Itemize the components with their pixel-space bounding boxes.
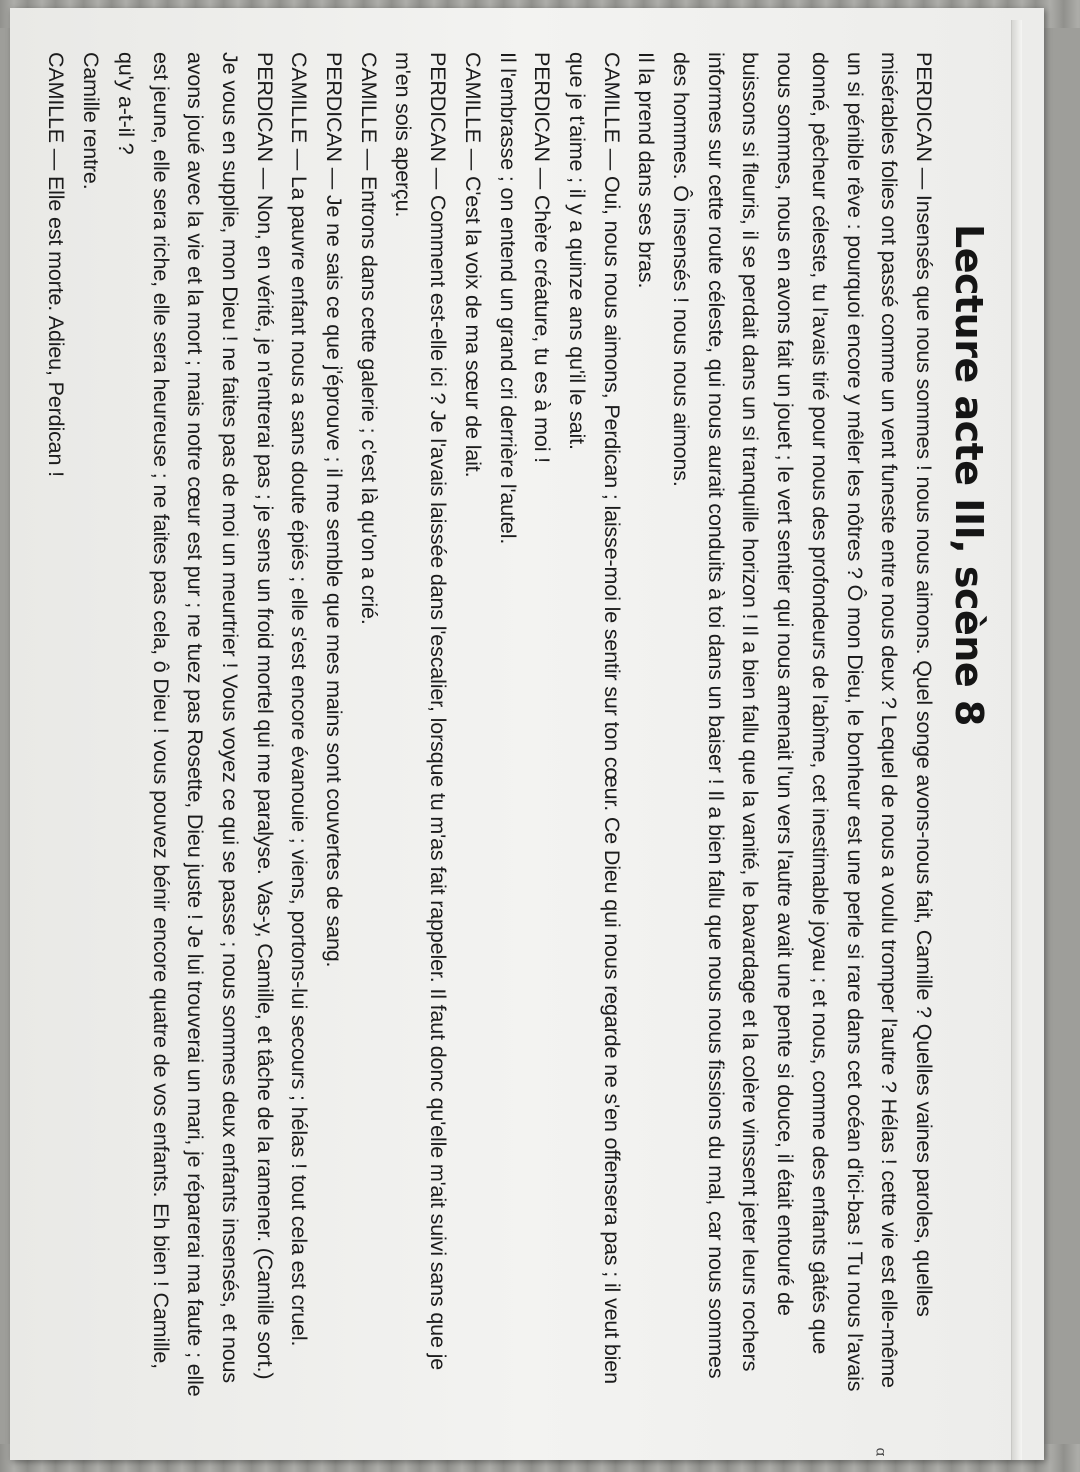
paragraph-camille-voix: CAMILLE — C'est la voix de ma sœur de lait. xyxy=(460,52,485,478)
paragraph-camille-cruel: CAMILLE — La pauvre enfant nous a sans doute épiés ; elle s'est encore évanouie ; viens, portons-lui secours ; hélas ! tout cela est cruel. xyxy=(287,52,312,1347)
stage-direction-cry: Il l'embrasse ; on entend un grand cri derrière l'autel. xyxy=(495,52,520,545)
document-title: Lecture acte III, scène 8 xyxy=(947,224,991,726)
paper-edge-underlay xyxy=(1011,20,1022,1460)
paragraph-perdican-sang: PERDICAN — Je ne sais ce que j'éprouve ; il me semble que mes mains sont couvertes de sang. xyxy=(322,52,347,968)
stage-direction-camille-rentre: Camille rentre. xyxy=(79,52,104,190)
paragraph-perdican-comment: PERDICAN — Comment est-elle ici ? Je l'avais laissée dans l'escalier, lorsque tu m'as fait rappeler. Il faut donc qu'elle m'ait suivi sans que je m'en sois aperçu. xyxy=(391,52,451,1371)
document-text-block xyxy=(35,52,995,1402)
paragraph-camille-galerie: CAMILLE — Entrons dans cette galerie ; c'est là qu'on a crié. xyxy=(356,52,381,625)
stage-direction-embrace: Il la prend dans ses bras. xyxy=(634,52,659,289)
paragraph-camille-reply: CAMILLE — Oui, nous nous aimons, Perdican ; laisse-moi le sentir sur ton cœur. Ce Dieu qui nous regarde ne s'en offensera pas ; il veut bien que je t'aime ; il y a quinze ans qu'il le sait. xyxy=(564,52,624,1384)
paragraph-camille-morte: CAMILLE — Elle est morte. Adieu, Perdican ! xyxy=(44,52,69,477)
paragraph-perdican-chere: PERDICAN — Chère créature, tu es à moi ! xyxy=(530,52,555,464)
paragraph-perdican-priere: PERDICAN — Non, en vérité, je n'entrerai pas ; je sens un froid mortel qui me paralyse. Vas-y, Camille, et tâche de la ramener. (Camille sort.) Je vous en supplie, mon Dieu ! ne faites pas de moi un meurtrier ! Vous voyez ce qui se passe ; nous sommes deux enfants insensés, et nous avons joué avec la vie et la mort ; mais notre cœur est pur ; ne tuez pas Rosette, Dieu juste ! Je lui trouverai un mari, je réparerai ma faute ; elle est jeune, elle sera riche, elle sera heureuse ; ne faites pas cela, ô Dieu ! vous pouvez bénir encore quatre de vos enfants. Eh bien ! Camille, qu'y a-t-il ? xyxy=(113,52,277,1397)
paragraph-perdican-monologue: PERDICAN — Insensés que nous sommes ! nous nous aimons. Quel songe avons-nous fait, Camille ? Quelles vaines paroles, quelles misérables folies ont passé comme un vent funeste entre nous deux ? Lequel de nous a voulu tromper l'autre ? Hélas ! cette vie est elle-même un si pénible rêve : pourquoi encore y mêler les nôtres ? Ô mon Dieu, le bonheur est une perle si rare dans cet océan d'ici-bas ! Tu nous l'avais donné, pêcheur céleste, tu l'avais tiré pour nous des profondeurs de l'abîme, cet inestimable joyau ; et nous, comme des enfants gâtés que nous sommes, nous en avons fait un jouet ; le vert sentier qui nous amenait l'un vers l'autre avait une pente si douce, il était entouré de buissons si fleuris, il se perdait dans un si tranquille horizon ! Il a bien fallu que la vanité, le bavardage et la colère vinssent jeter leurs rochers informes sur cette route céleste, qui nous aurait conduits à toi dans un baiser ! Il a bien fallu que nous nous fissions du mal, car nous sommes des hommes. Ô insensés ! nous nous aimons. xyxy=(669,52,936,1392)
margin-mark: ɑ xyxy=(872,1447,889,1457)
